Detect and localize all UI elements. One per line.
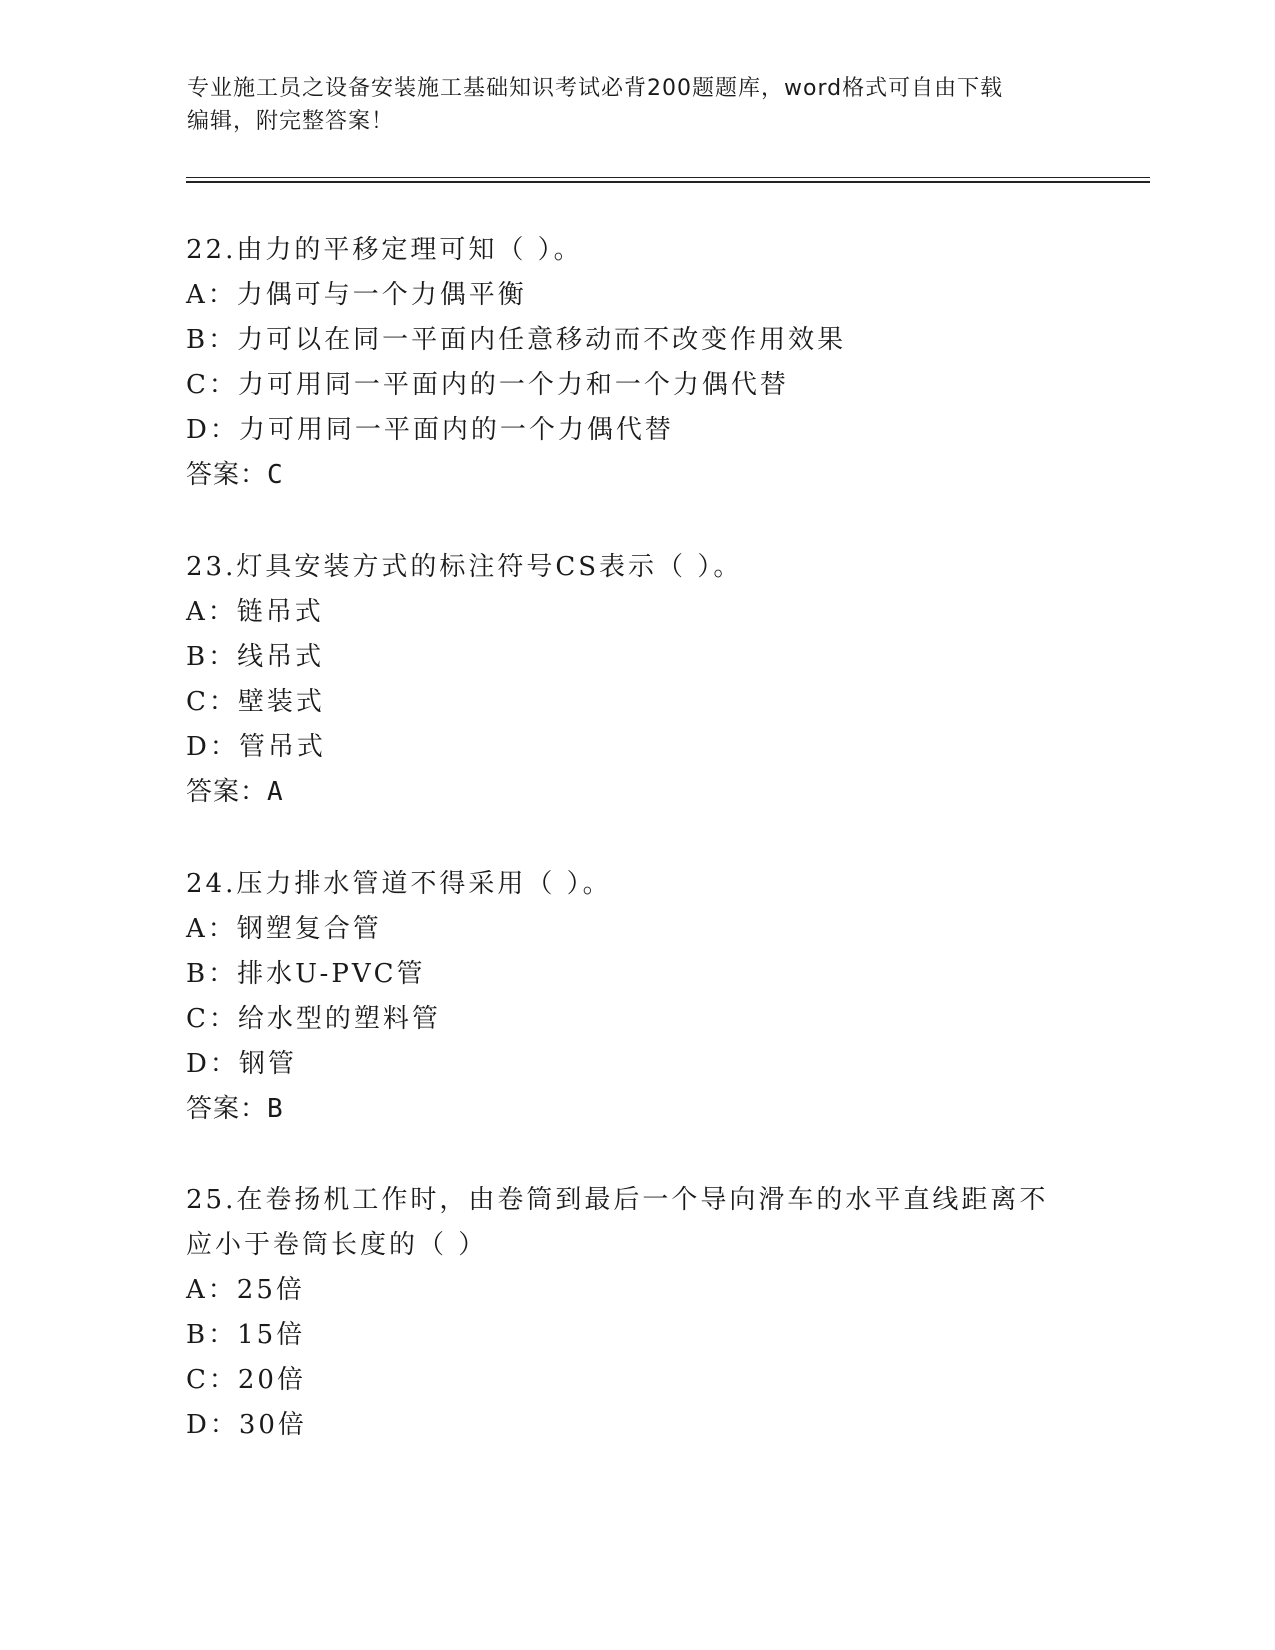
option-b: B：线吊式 (186, 642, 325, 672)
question-24 (186, 862, 1086, 1132)
question-stem: 24.压力排水管道不得采用（ ）。 (186, 869, 612, 899)
header-divider-top (186, 177, 1150, 178)
option-d: D：力可用同一平面内的一个力偶代替 (186, 415, 674, 445)
answer (186, 453, 1086, 498)
answer-label: 答案： (186, 460, 268, 490)
header-line-1: 专业施工员之设备安装施工基础知识考试必背200题题库，word格式可自由下载 (187, 76, 1004, 101)
answer-label: 答案： (186, 1094, 268, 1124)
question-stem: 22.由力的平移定理可知（ ）。 (186, 235, 583, 265)
question-22 (186, 228, 1086, 498)
option-d: D：30倍 (186, 1410, 307, 1440)
question-25 (186, 1178, 1086, 1448)
document-header (187, 72, 1087, 138)
option-a: A：钢塑复合管 (186, 914, 382, 944)
header-line-2: 编辑，附完整答案！ (187, 109, 395, 134)
option-a: A：链吊式 (186, 597, 324, 627)
header-divider-bottom (186, 181, 1150, 183)
option-c: C：给水型的塑料管 (186, 1004, 441, 1034)
answer-label: 答案： (186, 777, 268, 807)
option-a: A：25倍 (186, 1275, 305, 1305)
answer-value: A (267, 777, 284, 807)
answer (186, 770, 1086, 815)
option-c: C：20倍 (186, 1365, 306, 1395)
option-c: C：壁装式 (186, 687, 325, 717)
option-c: C：力可用同一平面内的一个力和一个力偶代替 (186, 370, 789, 400)
option-d: D：钢管 (186, 1049, 297, 1079)
answer-value: B (267, 1094, 284, 1124)
answer-value: C (267, 460, 284, 490)
question-stem: 25.在卷扬机工作时，由卷筒到最后一个导向滑车的水平直线距离不应小于卷筒长度的（ ） (186, 1185, 1049, 1260)
option-a: A：力偶可与一个力偶平衡 (186, 280, 527, 310)
option-b: B：15倍 (186, 1320, 306, 1350)
option-b: B：排水U-PVC管 (186, 959, 426, 989)
question-23 (186, 545, 1086, 815)
option-d: D：管吊式 (186, 732, 326, 762)
answer (186, 1087, 1086, 1132)
question-stem: 23.灯具安装方式的标注符号CS表示（ ）。 (186, 552, 743, 582)
option-b: B：力可以在同一平面内任意移动而不改变作用效果 (186, 325, 847, 355)
